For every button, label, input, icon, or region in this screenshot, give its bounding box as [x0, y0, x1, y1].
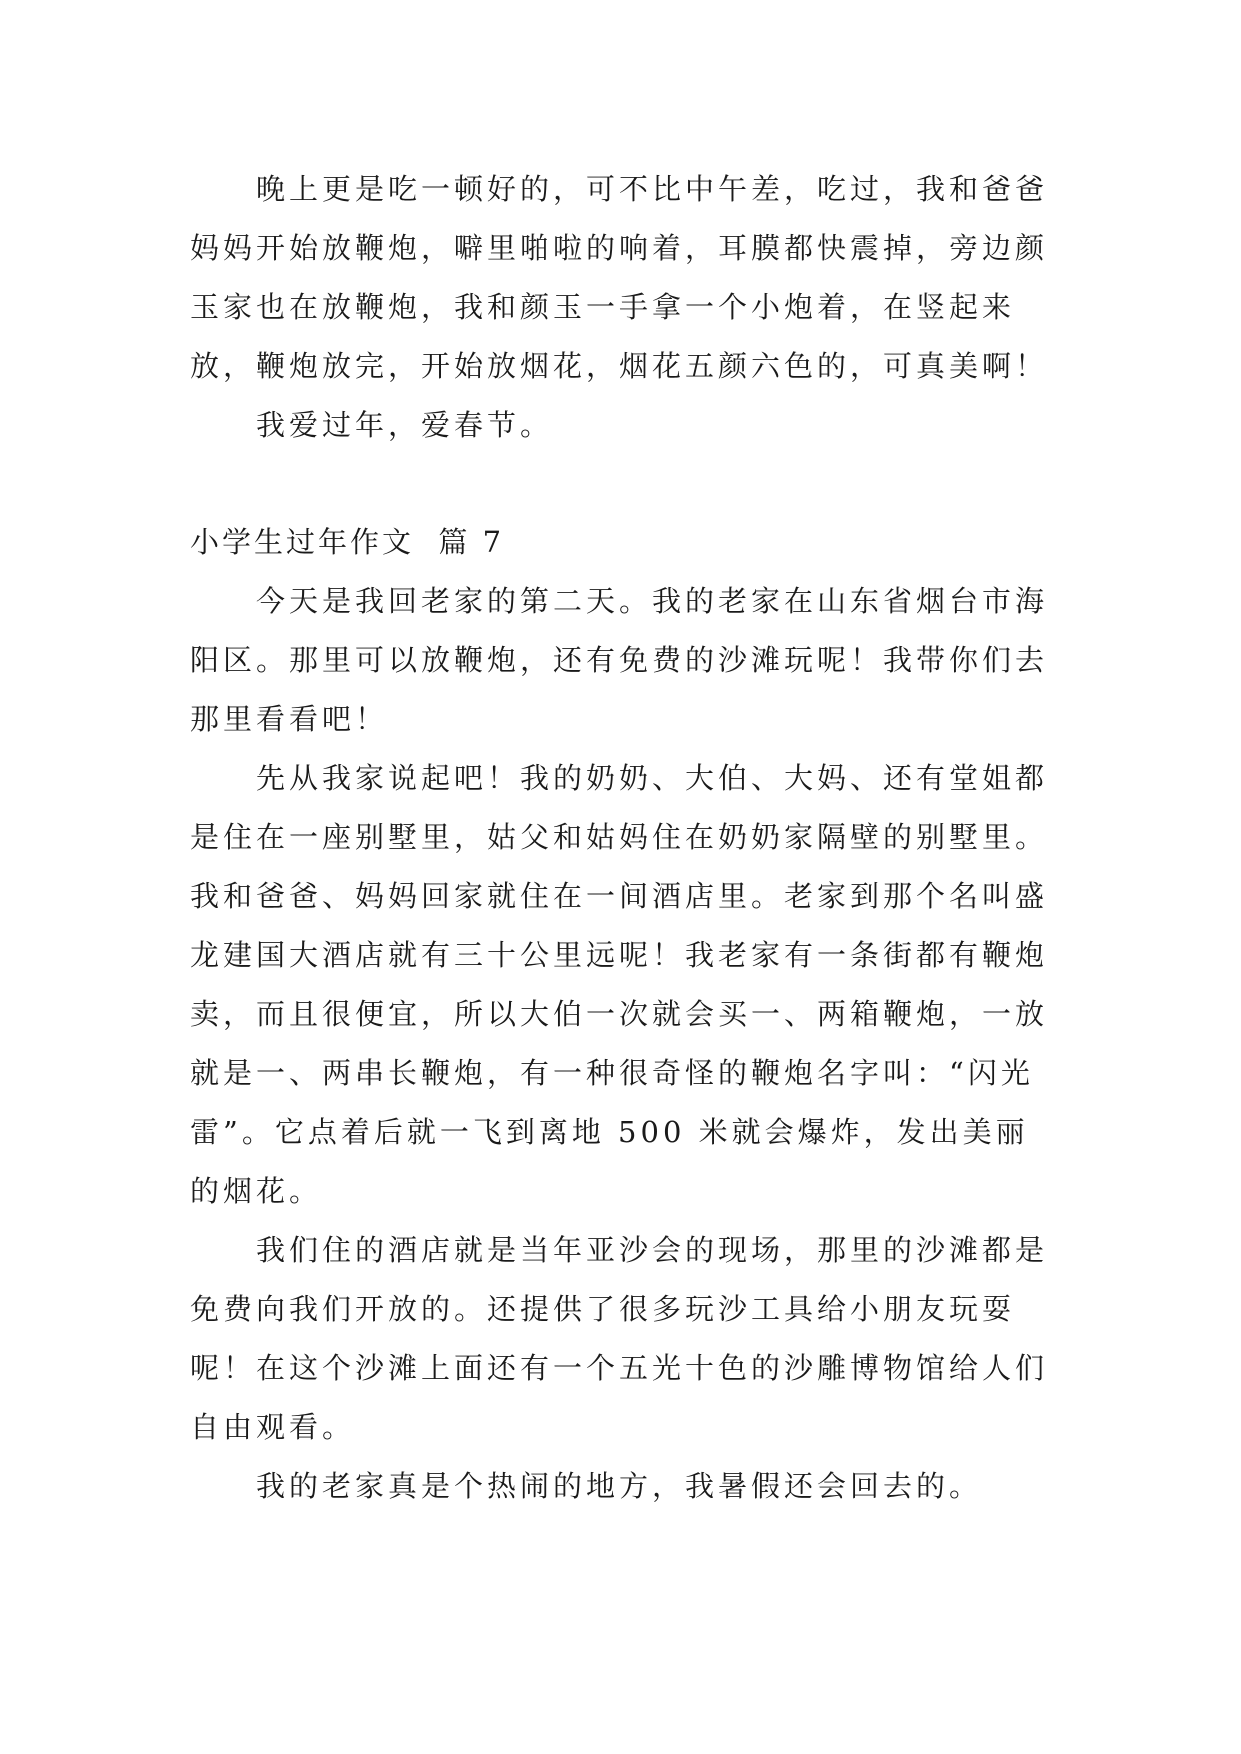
paragraph-evening-fireworks: 晚上更是吃一顿好的，可不比中午差，吃过，我和爸爸妈妈开始放鞭炮，噼里啪啦的响着，耳膜都快震掉，旁边颜玉家也在放鞭炮，我和颜玉一手拿一个小炮着，在竖起来放，鞭炮放完，开始放烟花，烟花五颜六色的，可真美啊！	[190, 172, 1049, 383]
paragraph-family-and-firecrackers: 先从我家说起吧！我的奶奶、大伯、大妈、还有堂姐都是住在一座别墅里，姑父和姑妈住在奶奶家隔壁的别墅里。我和爸爸、妈妈回家就住在一间酒店里。老家到那个名叫盛龙建国大酒店就有三十公里远呢！我老家有一条街都有鞭炮卖，而且很便宜，所以大伯一次就会买一、两箱鞭炮，一放就是一、两串长鞭炮，有一种很奇怪的鞭炮名字叫：“闪光雷”。它点着后就一飞到离地 500 米就会爆炸，发出美丽的烟花。	[190, 761, 1049, 1208]
paragraph-love-new-year: 我爱过年，爱春节。	[256, 408, 554, 442]
paragraph-hometown-intro: 今天是我回老家的第二天。我的老家在山东省烟台市海阳区。那里可以放鞭炮，还有免费的沙滩玩呢！我带你们去那里看看吧！	[190, 584, 1049, 736]
section-title: 小学生过年作文 篇 7	[190, 525, 505, 559]
document-body	[190, 160, 1050, 1516]
paragraph-hotel-beach: 我们住的酒店就是当年亚沙会的现场，那里的沙滩都是免费向我们开放的。还提供了很多玩沙工具给小朋友玩耍呢！在这个沙滩上面还有一个五光十色的沙雕博物馆给人们自由观看。	[190, 1233, 1049, 1444]
paragraph-closing: 我的老家真是个热闹的地方，我暑假还会回去的。	[256, 1469, 983, 1503]
